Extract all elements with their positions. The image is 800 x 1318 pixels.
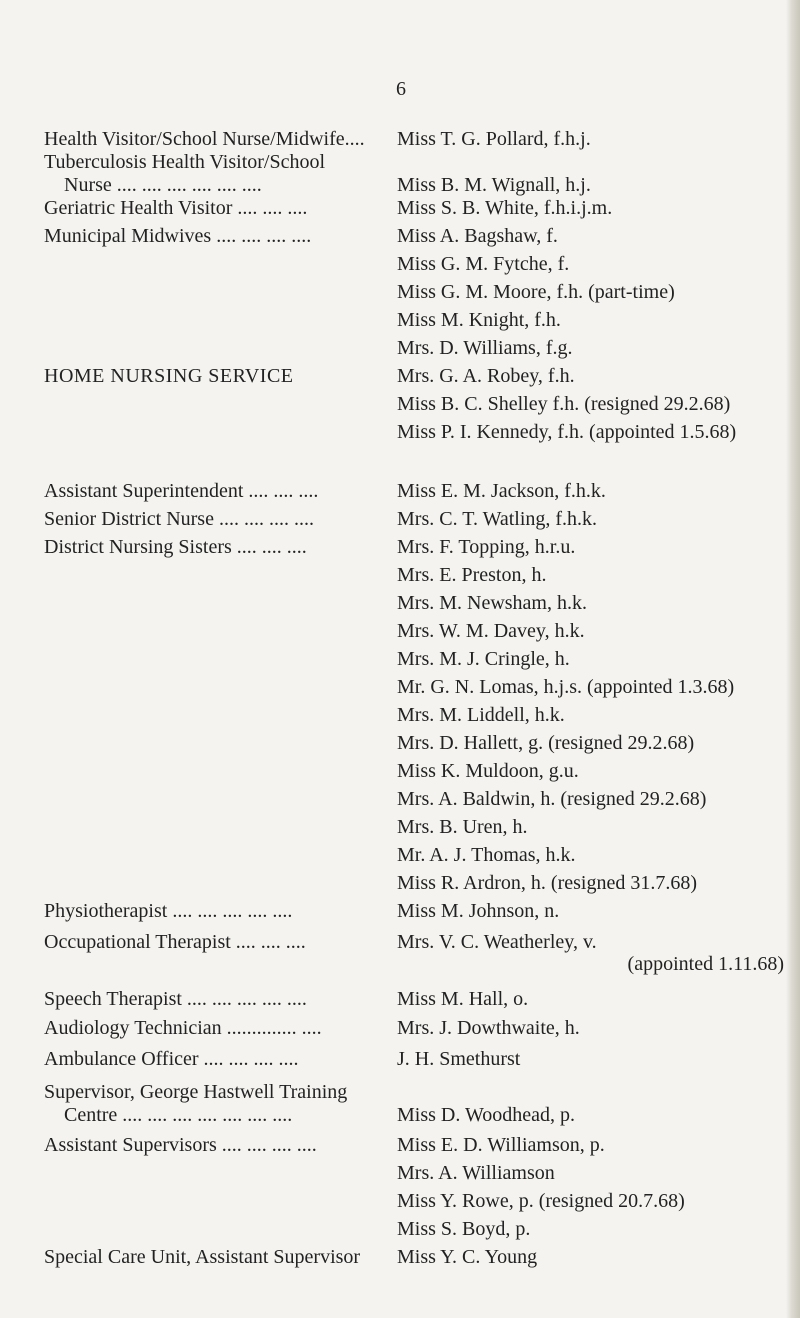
staff-name: Miss R. Ardron, h. (resigned 31.7.68) [397, 872, 697, 894]
staff-name: Mrs. W. M. Davey, h.k. [397, 620, 585, 642]
staff-note: (appointed 1.11.68) [627, 953, 784, 975]
staff-name: Mrs. V. C. Weatherley, v. [397, 931, 597, 953]
staff-name: Miss G. M. Fytche, f. [397, 253, 570, 275]
staff-name: Mrs. C. T. Watling, f.h.k. [397, 508, 598, 530]
staff-name: J. H. Smethurst [397, 1048, 521, 1070]
staff-name: Miss E. D. Williamson, p. [397, 1134, 605, 1156]
staff-name: Miss Y. Rowe, p. (resigned 20.7.68) [397, 1190, 685, 1212]
section-heading: HOME NURSING SERVICE [44, 365, 294, 387]
page-number: 6 [396, 78, 406, 100]
role-label: District Nursing Sisters .... .... .... [44, 536, 307, 558]
staff-name: Mr. A. J. Thomas, h.k. [397, 844, 576, 866]
role-label: Senior District Nurse .... .... .... .... [44, 508, 314, 530]
staff-name: Mrs. A. Williamson [397, 1162, 555, 1184]
page-edge-shadow [786, 0, 800, 1318]
role-label: Special Care Unit, Assistant Supervisor [44, 1246, 361, 1268]
staff-name: Miss K. Muldoon, g.u. [397, 760, 579, 782]
staff-name: Mrs. D. Williams, f.g. [397, 337, 573, 359]
staff-name: Miss B. C. Shelley f.h. (resigned 29.2.68) [397, 393, 731, 415]
role-label: Ambulance Officer .... .... .... .... [44, 1048, 299, 1070]
staff-name: Mrs. M. Liddell, h.k. [397, 704, 565, 726]
role-label: Nurse .... .... .... .... .... .... [64, 174, 262, 196]
staff-name: Miss E. M. Jackson, f.h.k. [397, 480, 606, 502]
staff-name: Miss M. Knight, f.h. [397, 309, 561, 331]
role-label: Speech Therapist .... .... .... .... .... [44, 988, 307, 1010]
role-label: Assistant Supervisors .... .... .... .... [44, 1134, 317, 1156]
staff-name: Miss G. M. Moore, f.h. (part-time) [397, 281, 675, 303]
staff-name: Miss A. Bagshaw, f. [397, 225, 558, 247]
staff-name: Mrs. G. A. Robey, f.h. [397, 365, 575, 387]
role-label: Supervisor, George Hastwell Training [44, 1081, 348, 1103]
staff-name: Miss T. G. Pollard, f.h.j. [397, 128, 591, 150]
staff-name: Miss P. I. Kennedy, f.h. (appointed 1.5.68) [397, 421, 737, 443]
role-label: Tuberculosis Health Visitor/School [44, 151, 326, 173]
role-label: Audiology Technician .............. .... [44, 1017, 322, 1039]
role-label: Geriatric Health Visitor .... .... .... [44, 197, 308, 219]
role-label: Centre .... .... .... .... .... .... .... [64, 1104, 293, 1126]
staff-name: Mrs. M. Newsham, h.k. [397, 592, 587, 614]
role-label: Occupational Therapist .... .... .... [44, 931, 306, 953]
staff-name: Mrs. M. J. Cringle, h. [397, 648, 570, 670]
staff-name: Mrs. E. Preston, h. [397, 564, 547, 586]
staff-name: Mrs. J. Dowthwaite, h. [397, 1017, 580, 1039]
staff-name: Mr. G. N. Lomas, h.j.s. (appointed 1.3.68) [397, 676, 735, 698]
staff-name: Miss S. B. White, f.h.i.j.m. [397, 197, 613, 219]
staff-name: Mrs. A. Baldwin, h. (resigned 29.2.68) [397, 788, 707, 810]
staff-name: Miss M. Hall, o. [397, 988, 529, 1010]
staff-name: Miss Y. C. Young [397, 1246, 538, 1268]
staff-name: Miss B. M. Wignall, h.j. [397, 174, 591, 196]
role-label: Municipal Midwives .... .... .... .... [44, 225, 312, 247]
staff-name: Mrs. F. Topping, h.r.u. [397, 536, 576, 558]
staff-name: Miss D. Woodhead, p. [397, 1104, 576, 1126]
role-label: Assistant Superintendent .... .... .... [44, 480, 319, 502]
staff-name: Mrs. D. Hallett, g. (resigned 29.2.68) [397, 732, 695, 754]
role-label: Physiotherapist .... .... .... .... .... [44, 900, 293, 922]
staff-name: Miss S. Boyd, p. [397, 1218, 531, 1240]
staff-name: Miss M. Johnson, n. [397, 900, 560, 922]
role-label: Health Visitor/School Nurse/Midwife.... [44, 128, 365, 150]
staff-name: Mrs. B. Uren, h. [397, 816, 528, 838]
